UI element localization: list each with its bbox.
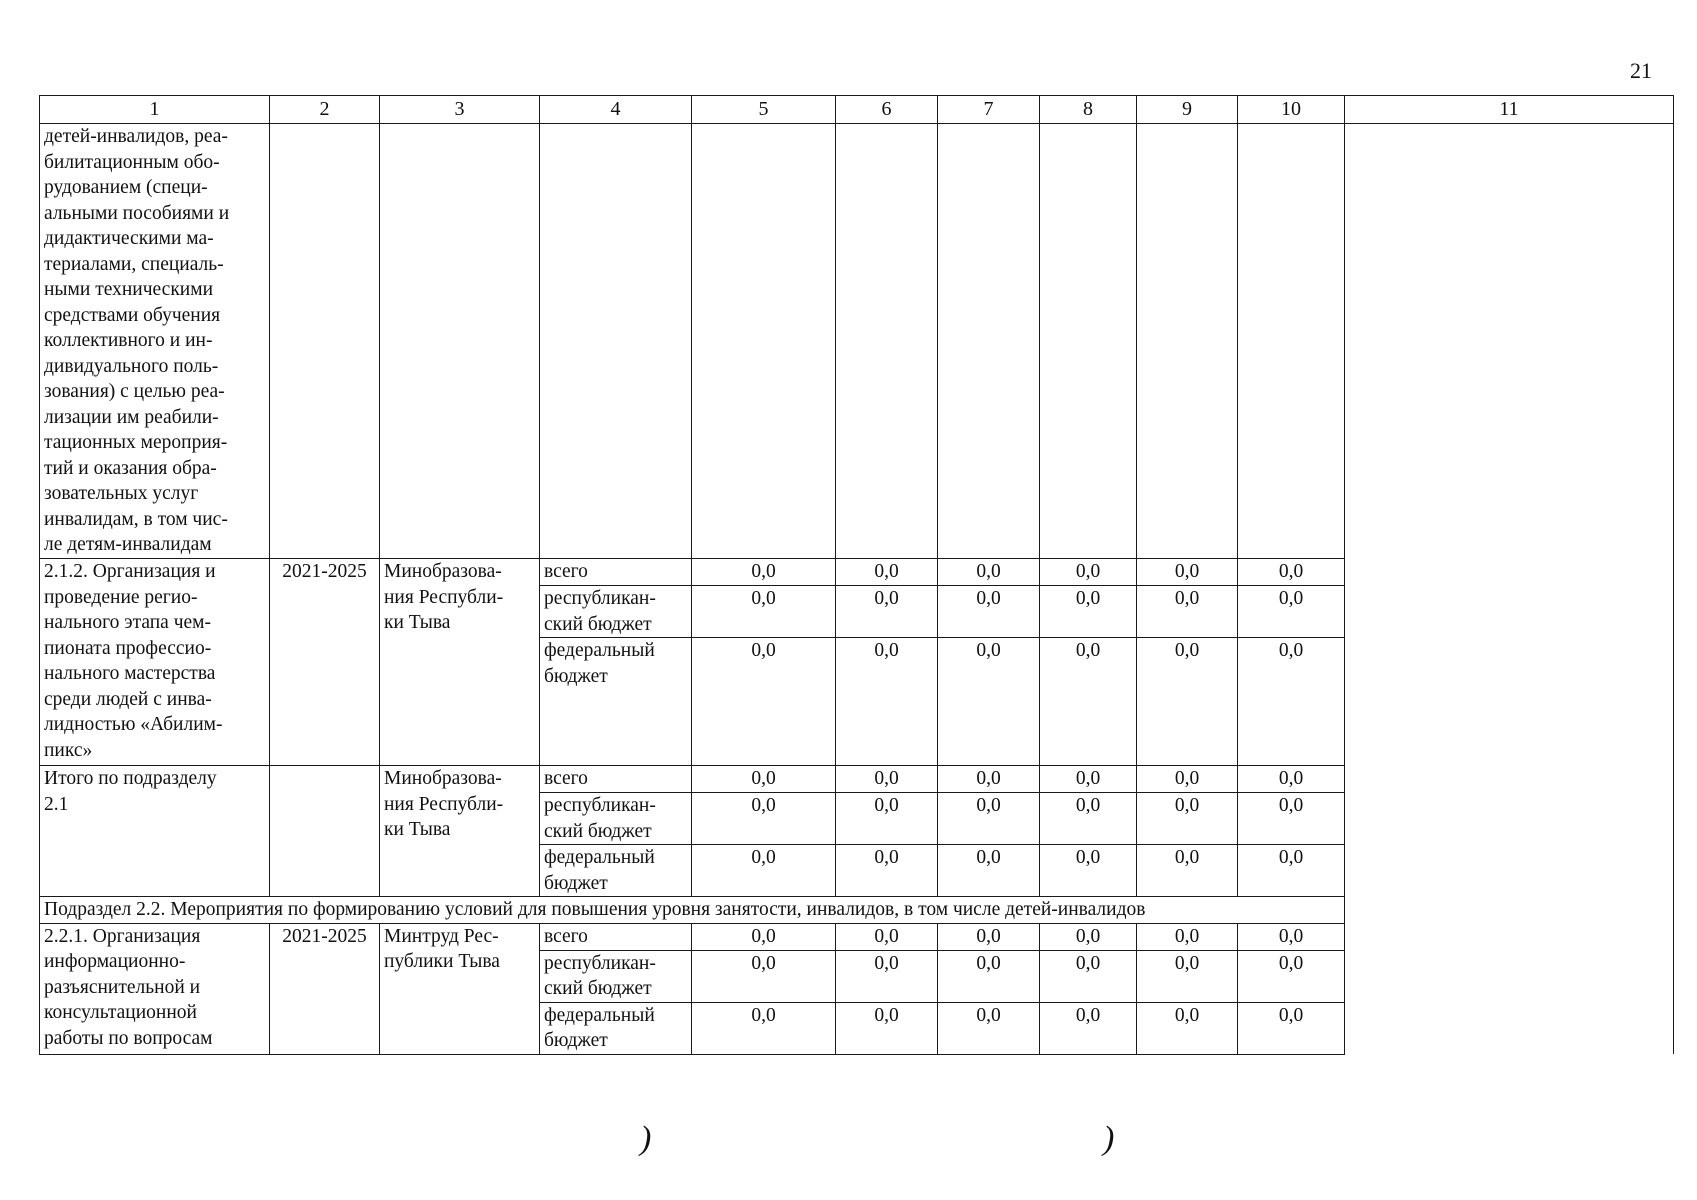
column-number-row bbox=[40, 96, 1674, 124]
column-header: 2 bbox=[270, 96, 380, 124]
amount: 0,0 bbox=[692, 1002, 836, 1054]
empty-cell bbox=[1345, 124, 1674, 924]
amount: 0,0 bbox=[1137, 638, 1238, 766]
amount: 0,0 bbox=[938, 766, 1040, 793]
amount: 0,0 bbox=[836, 793, 938, 845]
activity-name: 2.2.1. Организация информационно- разъяснительной и консультационной работы по вопросам bbox=[40, 923, 270, 1054]
amount: 0,0 bbox=[938, 1002, 1040, 1054]
amount: 0,0 bbox=[1238, 559, 1345, 586]
program-table bbox=[39, 95, 1674, 1055]
column-header: 11 bbox=[1345, 96, 1674, 124]
continuation-text: детей-инвалидов, реа- билитационным обо- рудованием (специ- альными пособиями и дидактическими ма- териалами, специаль- ными техническими средствами обучения коллективного и ин- дивидуального поль- зования) с целью реа- лизации им реабили- тационных мероприя- тий и оказания обра- зовательных услуг инвалидам, в том чис- ле детям-инвалидам bbox=[40, 124, 270, 559]
amount: 0,0 bbox=[1238, 638, 1345, 766]
amount: 0,0 bbox=[1238, 586, 1345, 638]
amount: 0,0 bbox=[692, 923, 836, 950]
amount: 0,0 bbox=[938, 638, 1040, 766]
amount: 0,0 bbox=[1137, 559, 1238, 586]
amount: 0,0 bbox=[1040, 586, 1137, 638]
amount: 0,0 bbox=[938, 845, 1040, 897]
amount: 0,0 bbox=[1040, 950, 1137, 1002]
empty-cell bbox=[540, 124, 692, 559]
amount: 0,0 bbox=[938, 950, 1040, 1002]
empty-cell bbox=[692, 124, 836, 559]
empty-cell bbox=[270, 124, 380, 559]
amount: 0,0 bbox=[836, 586, 938, 638]
subtotal-label: Итого по подразделу 2.1 bbox=[40, 766, 270, 897]
executor: Минтруд Рес- публики Тыва bbox=[380, 923, 540, 1054]
amount: 0,0 bbox=[1238, 923, 1345, 950]
column-header: 7 bbox=[938, 96, 1040, 124]
amount: 0,0 bbox=[1040, 766, 1137, 793]
continuation-row bbox=[40, 124, 1674, 559]
amount: 0,0 bbox=[1238, 1002, 1345, 1054]
amount: 0,0 bbox=[1040, 638, 1137, 766]
amount: 0,0 bbox=[1137, 586, 1238, 638]
amount: 0,0 bbox=[692, 845, 836, 897]
column-header: 9 bbox=[1137, 96, 1238, 124]
amount: 0,0 bbox=[692, 793, 836, 845]
amount: 0,0 bbox=[692, 950, 836, 1002]
amount: 0,0 bbox=[1040, 1002, 1137, 1054]
funding-source: всего bbox=[540, 923, 692, 950]
executor: Минобразова- ния Республи- ки Тыва bbox=[380, 766, 540, 897]
amount: 0,0 bbox=[836, 845, 938, 897]
column-header: 1 bbox=[40, 96, 270, 124]
amount: 0,0 bbox=[1040, 793, 1137, 845]
empty-cell bbox=[836, 124, 938, 559]
column-header: 4 bbox=[540, 96, 692, 124]
amount: 0,0 bbox=[1238, 845, 1345, 897]
amount: 0,0 bbox=[938, 559, 1040, 586]
empty-cell bbox=[380, 124, 540, 559]
funding-source: федеральный бюджет bbox=[540, 638, 692, 766]
funding-source: федеральный бюджет bbox=[540, 845, 692, 897]
funding-source: федеральный бюджет bbox=[540, 1002, 692, 1054]
amount: 0,0 bbox=[1238, 766, 1345, 793]
funding-source: республикан- ский бюджет bbox=[540, 793, 692, 845]
amount: 0,0 bbox=[1137, 766, 1238, 793]
amount: 0,0 bbox=[1040, 845, 1137, 897]
section-title: Подраздел 2.2. Мероприятия по формированию условий для повышения уровня занятости, инвалидов, в том числе детей-инвалидов bbox=[40, 897, 1345, 924]
funding-source: всего bbox=[540, 766, 692, 793]
page-number: 21 bbox=[1630, 58, 1652, 83]
activity-name: 2.1.2. Организация и проведение регио- нального этапа чем- пионата профессио- нального мастерства среди людей с инва- лидностью «Абилим- пикс» bbox=[40, 559, 270, 766]
amount: 0,0 bbox=[938, 923, 1040, 950]
funding-source: республикан- ский бюджет bbox=[540, 950, 692, 1002]
empty-cell bbox=[1137, 124, 1238, 559]
column-header: 10 bbox=[1238, 96, 1345, 124]
amount: 0,0 bbox=[1137, 923, 1238, 950]
amount: 0,0 bbox=[692, 586, 836, 638]
table-row bbox=[40, 923, 1674, 950]
amount: 0,0 bbox=[692, 766, 836, 793]
amount: 0,0 bbox=[938, 586, 1040, 638]
amount: 0,0 bbox=[836, 766, 938, 793]
empty-cell bbox=[1040, 124, 1137, 559]
amount: 0,0 bbox=[836, 638, 938, 766]
amount: 0,0 bbox=[938, 793, 1040, 845]
amount: 0,0 bbox=[1137, 950, 1238, 1002]
amount: 0,0 bbox=[836, 923, 938, 950]
funding-source: всего bbox=[540, 559, 692, 586]
amount: 0,0 bbox=[1040, 559, 1137, 586]
amount: 0,0 bbox=[1137, 793, 1238, 845]
amount: 0,0 bbox=[836, 1002, 938, 1054]
amount: 0,0 bbox=[1238, 950, 1345, 1002]
period: 2021-2025 bbox=[270, 923, 380, 1054]
executor: Минобразова- ния Республи- ки Тыва bbox=[380, 559, 540, 766]
period bbox=[270, 766, 380, 897]
column-header: 6 bbox=[836, 96, 938, 124]
amount: 0,0 bbox=[1040, 923, 1137, 950]
amount: 0,0 bbox=[1137, 1002, 1238, 1054]
column-header: 8 bbox=[1040, 96, 1137, 124]
amount: 0,0 bbox=[836, 950, 938, 1002]
amount: 0,0 bbox=[692, 638, 836, 766]
amount: 0,0 bbox=[836, 559, 938, 586]
scan-mark: ) bbox=[640, 1120, 652, 1157]
empty-cell bbox=[1345, 923, 1674, 1054]
funding-source: республикан- ский бюджет bbox=[540, 586, 692, 638]
column-header: 5 bbox=[692, 96, 836, 124]
amount: 0,0 bbox=[1238, 793, 1345, 845]
empty-cell bbox=[938, 124, 1040, 559]
scan-mark: ) bbox=[1103, 1120, 1115, 1157]
amount: 0,0 bbox=[692, 559, 836, 586]
amount: 0,0 bbox=[1137, 845, 1238, 897]
empty-cell bbox=[1238, 124, 1345, 559]
column-header: 3 bbox=[380, 96, 540, 124]
period: 2021-2025 bbox=[270, 559, 380, 766]
